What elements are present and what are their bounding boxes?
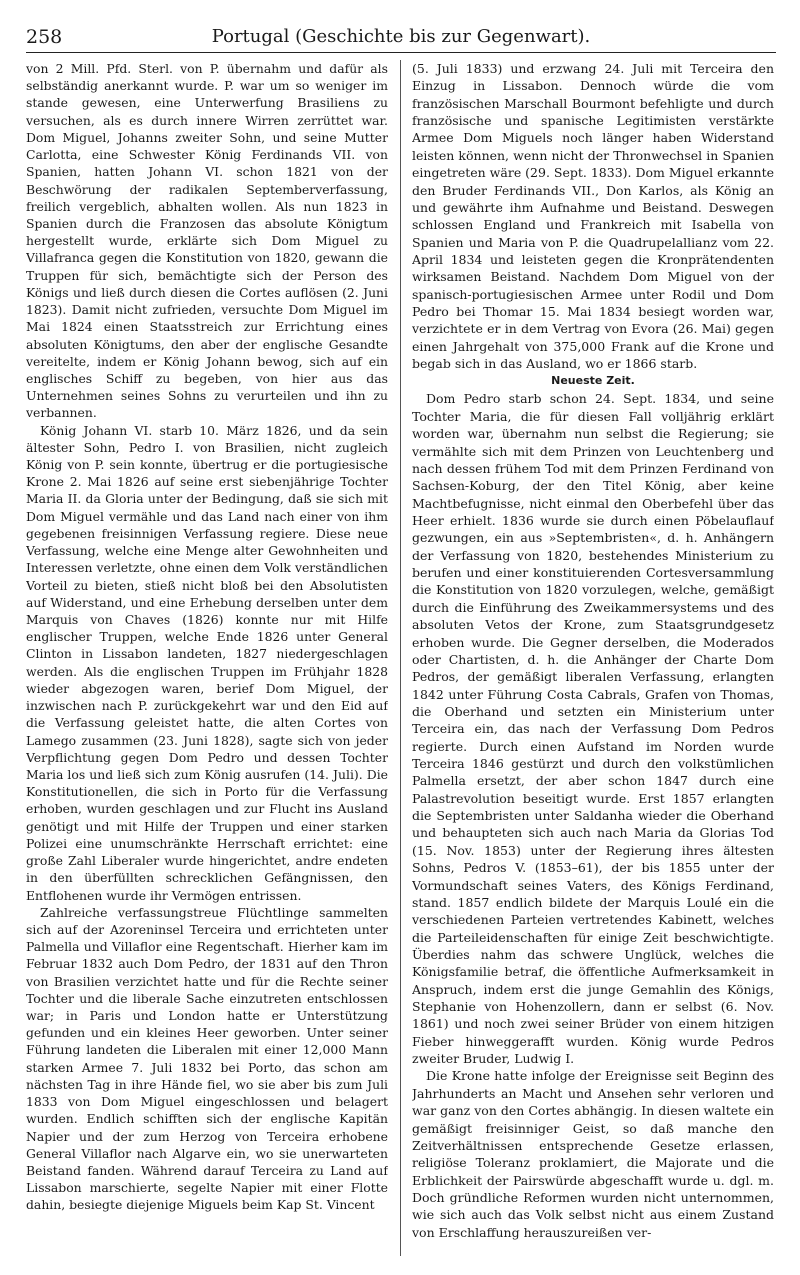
page bbox=[26, 22, 776, 1262]
column-divider bbox=[400, 60, 401, 1256]
paragraph: von 2 Mill. Pfd. Sterl. von P. übernahm und dafür als selbständig anerkannt wurde. P. war um so weniger im stande gewesen, eine Unterwerfung Brasiliens zu versuchen, als es durch innere Wirren zerrüttet war. Dom Miguel, Johanns zweiter Sohn, und seine Mutter Carlotta, eine Schwester König Ferdinands VII. von Spanien, hatten Johann VI. schon 1821 von der Beschwörung der radikalen Septemberverfassung, freilich vergeblich, abhalten wollen. Als nun 1823 in Spanien durch die Franzosen das absolute Königtum hergestellt wurde, erklärte sich Dom Miguel zu Villafranca gegen die Konstitution von 1820, gewann die Truppen für sich, bemächtigte sich der Person des Königs und ließ durch diesen die Cortes auflösen (2. Juni 1823). Damit nicht zufrieden, versuchte Dom Miguel im Mai 1824 einen Staatsstreich zur Errichtung eines absoluten Königtums, den aber der englische Gesandte vereitelte, indem er König Johann bewog, sich auf ein englisches Schiff zu begeben, von hier aus das Unternehmen seines Sohns zu verurteilen und ihn zu verbannen. bbox=[26, 61, 388, 421]
text-columns bbox=[26, 60, 776, 1256]
paragraph: (5. Juli 1833) und erzwang 24. Juli mit Terceira den Einzug in Lissabon. Dennoch würde die vom französischen Marschall Bourmont befehligte und durch französische und spanische Legitimisten verstärkte Armee Dom Miguels noch länger haben Widerstand leisten können, wenn nicht der Thronwechsel in Spanien eingetreten wäre (29. Sept. 1833). Dom Miguel erkannte den Bruder Ferdinands VII., Don Karlos, als König an und gewährte ihm Aufnahme und Beistand. Deswegen schlossen England und Frankreich mit Isabella von Spanien und Maria von P. die Quadrupelallianz vom 22. April 1834 und leisteten gegen die Kronprätendenten wirksamen Beistand. Nachdem Dom Miguel von der spanisch-portugiesischen Armee unter Rodil und Dom Pedro bei Thomar 15. Mai 1834 besiegt worden war, verzichtete er in dem Vertrag von Evora (26. Mai) gegen einen Jahrgehalt von 375,000 Frank auf die Krone und begab sich in das Ausland, wo er 1866 starb. bbox=[412, 61, 774, 372]
page-number: 258 bbox=[26, 26, 63, 48]
paragraph: Zahlreiche verfassungstreue Flüchtlinge sammelten sich auf der Azoreninsel Terceira und errichteten unter Palmella und Villaflor eine Regentschaft. Hierher kam im Februar 1832 auch Dom Pedro, der 1831 auf den Thron von Brasilien verzichtet hatte und für die Rechte seiner Tochter und die liberale Sache einzutreten entschlossen war; in Paris und London hatte er Unterstützung gefunden und ein kleines Heer geworben. Unter seiner Führung landeten die Liberalen mit einer 12,000 Mann starken Armee 7. Juli 1832 bei Porto, das schon am nächsten Tag in ihre Hände fiel, wo sie aber bis zum Juli 1833 von Dom Miguel eingeschlossen und belagert wurden. Endlich schifften sich der englische Kapitän Napier und der zum Herzog von Terceira erhobene General Villaflor nach Algarve ein, wo sie unerwarteten Beistand fanden. Während darauf Terceira zu Land auf Lissabon marschierte, segelte Napier mit einer Flotte dahin, besiegte diejenige Miguels beim Kap St. Vincent bbox=[26, 904, 388, 1213]
section-heading: Neueste Zeit. bbox=[551, 374, 635, 388]
left-column bbox=[26, 60, 388, 1256]
right-column bbox=[412, 60, 774, 1256]
running-title: Portugal (Geschichte bis zur Gegenwart). bbox=[211, 26, 591, 47]
page-header bbox=[26, 22, 776, 53]
paragraph: Dom Pedro starb schon 24. Sept. 1834, und seine Tochter Maria, die für diesen Fall volljährig erklärt worden war, übernahm nun selbst die Regierung; sie vermählte sich mit dem Prinzen von Leuchtenberg und nach dessen frühem Tod mit dem Prinzen Ferdinand von Sachsen-Koburg, der den Titel König, aber keine Machtbefugnisse, nicht einmal den Oberbefehl über das Heer erhielt. 1836 wurde sie durch einen Pöbelauflauf gezwungen, ein aus »Septembristen«, d. h. Anhängern der Verfassung von 1820, bestehendes Ministerium zu berufen und einer konstituierenden Cortesversammlung die Konstitution von 1820 vorzulegen, welche, gemäßigt durch die Einführung des Zweikammersystems und des absoluten Vetos der Krone, zum Staatsgrundgesetz erhoben wurde. Die Gegner derselben, die Moderados oder Chartisten, d. h. die Anhänger der Charte Dom Pedros, der gemäßigt liberalen Verfassung, erlangten 1842 unter Führung Costa Cabrals, Grafen von Thomas, die Oberhand und setzten ein Ministerium unter Terceira ein, das nach der Verfassung Dom Pedros regierte. Durch einen Aufstand im Norden wurde Terceira 1846 gestürzt und durch den volkstümlichen Palmella ersetzt, der aber schon 1847 durch eine Palastrevolution beseitigt wurde. Erst 1857 erlangten die Septembristen unter Saldanha wieder die Oberhand und behaupteten sich auch nach Maria da Glorias Tod (15. Nov. 1853) unter der Regierung ihres ältesten Sohns, Pedros V. (1853–61), der bis 1855 unter der Vormundschaft seines Vaters, des Königs Ferdinand, stand. 1857 endlich bildete der Marquis Loulé ein die verschiedenen Parteien vertretendes Kabinett, welches die Parteileidenschaften für einige Zeit beschwichtigte. Überdies nahm das schwere Unglück, welches die Königsfamilie betraf, die öffentliche Aufmerksamkeit in Anspruch, indem erst die junge Gemahlin des Königs, Stephanie von Hohenzollern, dann er selbst (6. Nov. 1861) und noch zwei seiner Brüder von einem hitzigen Fieber hinweggerafft wurden. König wurde Pedros zweiter Bruder, Ludwig I. bbox=[412, 391, 774, 1067]
paragraph: Die Krone hatte infolge der Ereignisse seit Beginn des Jahrhunderts an Macht und Ansehen sehr verloren und war ganz von den Cortes abhängig. In diesen waltete ein gemäßigt freisinniger Geist, so daß manche den Zeitverhältnissen entsprechende Gesetze erlassen, religiöse Toleranz proklamiert, die Majorate und die Erblichkeit der Pairswürde abgeschafft wurde u. dgl. m. Doch gründliche Reformen wurden nicht unternommen, wie sich auch das Volk selbst nicht aus einem Zustand von Erschlaffung herauszureißen ver- bbox=[412, 1068, 774, 1240]
paragraph: König Johann VI. starb 10. März 1826, und da sein ältester Sohn, Pedro I. von Brasilien, nicht zugleich König von P. sein konnte, übertrug er die portugiesische Krone 2. Mai 1826 auf seine erst siebenjährige Tochter Maria II. da Gloria unter der Bedingung, daß sie sich mit Dom Miguel vermähle und das Land nach einer von ihm gegebenen freisinnigen Verfassung regiere. Diese neue Verfassung, welche eine Menge alter Gewohnheiten und Interessen verletzte, ohne einen dem Volk verständlichen Vorteil zu bieten, stieß nicht bloß bei den Absolutisten auf Widerstand, und eine Erhebung derselben unter dem Marquis von Chaves (1826) konnte nur mit Hilfe englischer Truppen, welche Ende 1826 unter General Clinton in Lissabon landeten, 1827 niedergeschlagen werden. Als die englischen Truppen im Frühjahr 1828 wieder abgezogen waren, berief Dom Miguel, der inzwischen nach P. zurückgekehrt war und den Eid auf die Verfassung geleistet hatte, die alten Cortes von Lamego zusammen (23. Juni 1828), sagte sich von jeder Verpflichtung gegen Dom Pedro und dessen Tochter Maria los und ließ sich zum König ausrufen (14. Juli). Die Konstitutionellen, die sich in Porto für die Verfassung erhoben, wurden geschlagen und zur Flucht ins Ausland genötigt und mit Hilfe der Truppen und einer starken Polizei eine unumschränkte Herrschaft errichtet: eine große Zahl Liberaler wurde hingerichtet, andre endeten in den überfüllten schrecklichen Gefängnissen, den Entflohenen wurde ihr Vermögen entrissen. bbox=[26, 422, 388, 903]
